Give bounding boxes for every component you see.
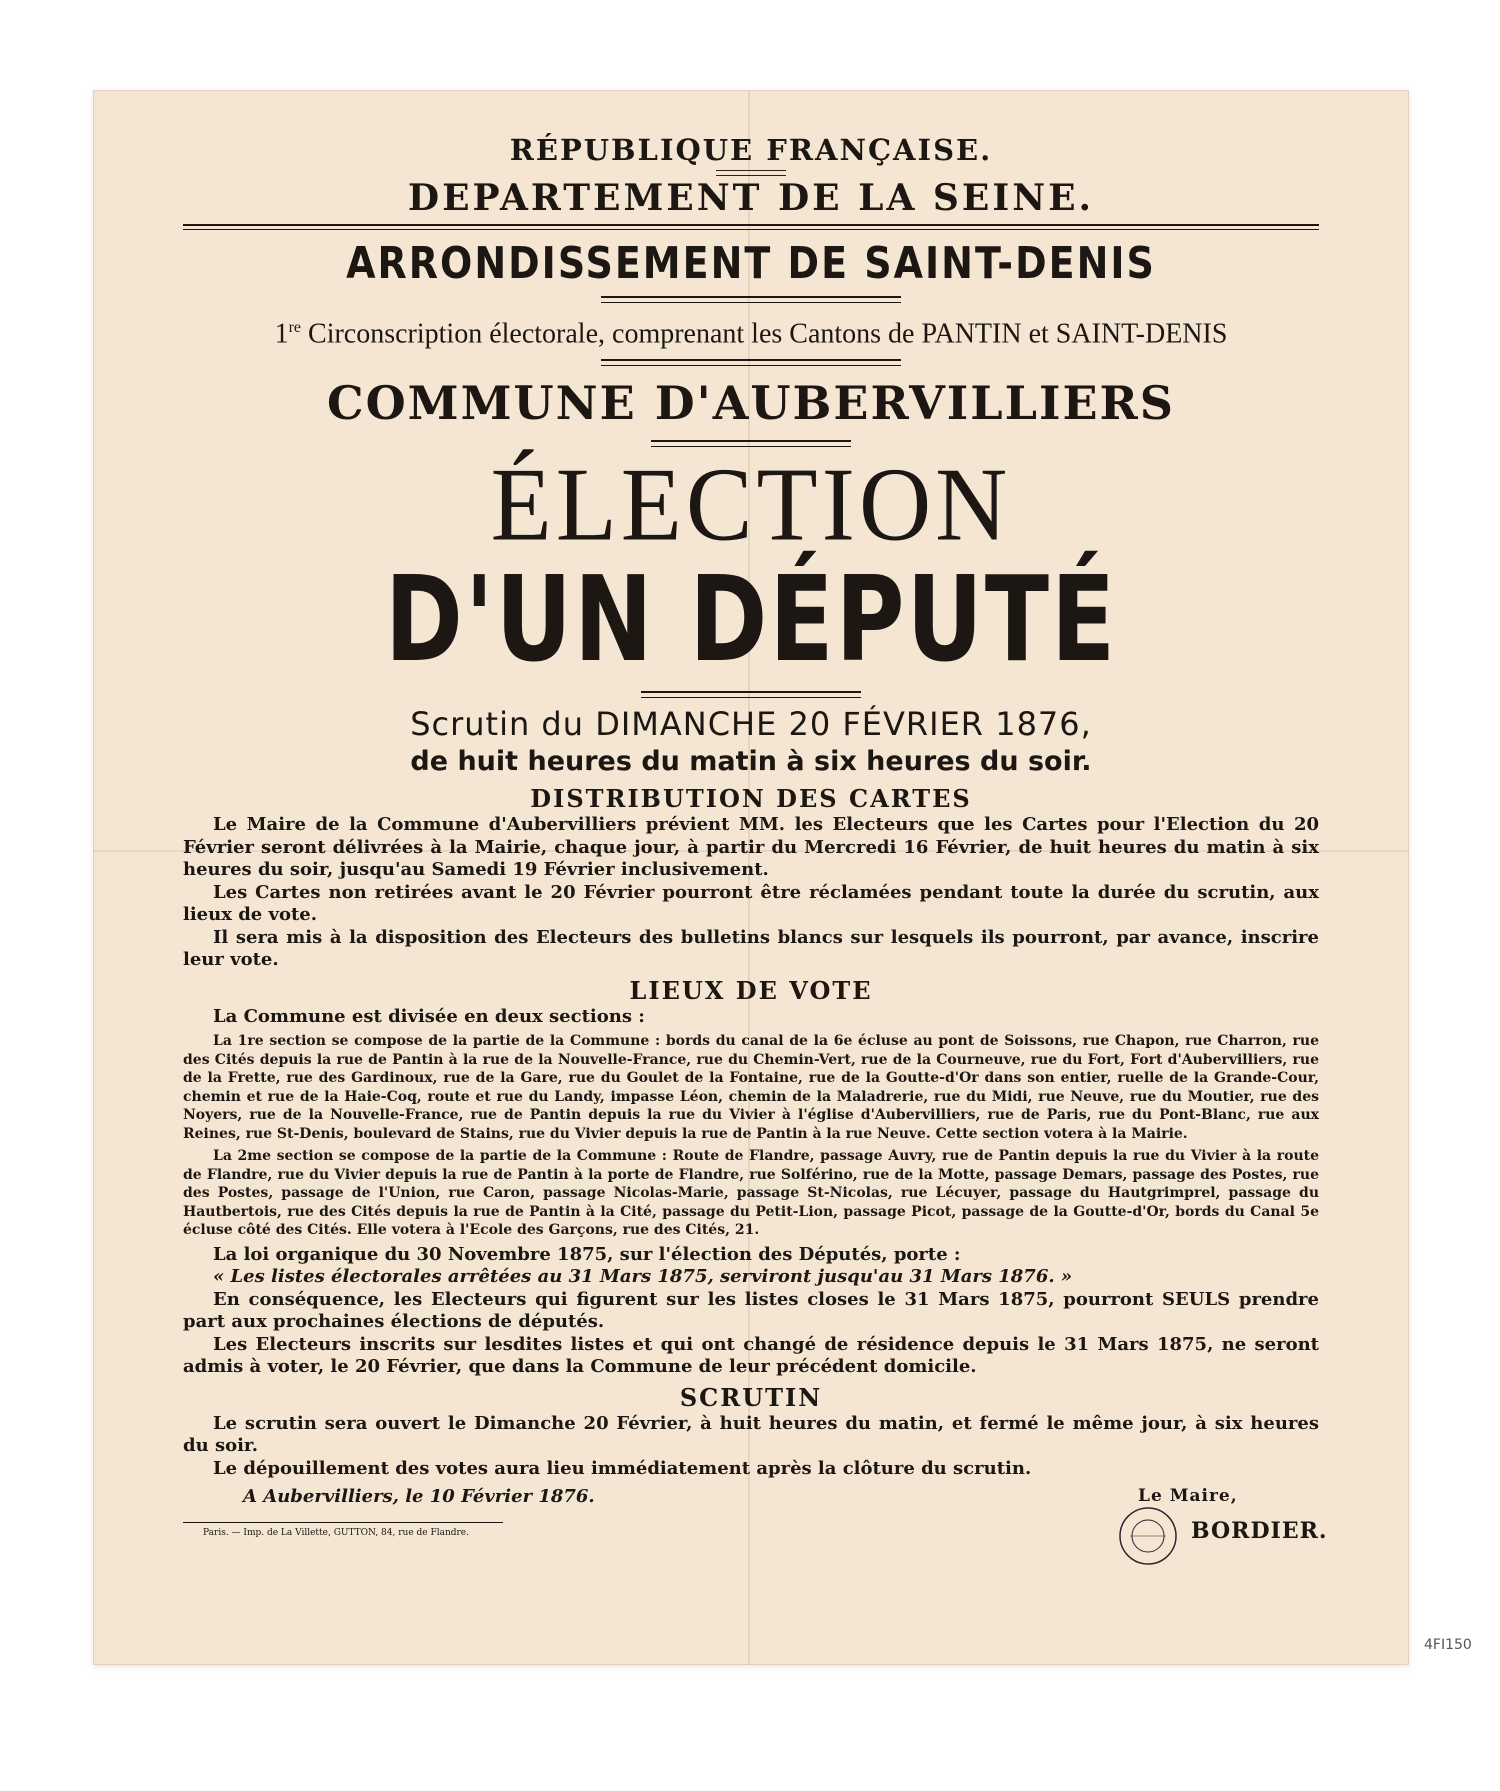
- scrutin-paragraph: Le dépouillement des votes aura lieu immédiatement après la clôture du scrutin.: [213, 1457, 1032, 1479]
- short-rule: [601, 359, 901, 366]
- loi-quote: « Les listes électorales arrêtées au 31 Mars 1875, serviront jusqu'au 31 Mars 1876. »: [213, 1266, 1073, 1288]
- distribution-heading: DISTRIBUTION DES CARTES: [530, 784, 972, 814]
- department-heading: DEPARTEMENT DE LA SEINE.: [407, 177, 1095, 219]
- scrutin-heading: SCRUTIN: [679, 1382, 823, 1412]
- maire-signature: BORDIER.: [1191, 1518, 1328, 1545]
- scrutin-date: Scrutin du DIMANCHE 20 FÉVRIER 1876,: [410, 705, 1092, 744]
- place-and-date: A Aubervilliers, le 10 Février 1876.: [243, 1486, 595, 1508]
- archive-shelfmark: 4FI150: [1424, 1637, 1472, 1653]
- depute-title: D'UN DÉPUTÉ: [384, 552, 1118, 689]
- imprint-rule: [183, 1522, 503, 1523]
- loi-paragraph: Les Electeurs inscrits sur lesdites listes et qui ont changé de résidence depuis le 31 Mars 1875, ne seront admis à voter, le 20 Février, que dans la Commune de leur précédent domicile.: [183, 1333, 1319, 1378]
- distribution-paragraph: Les Cartes non retirées avant le 20 Février pourront être réclamées pendant toute la durée du scrutin, aux lieux de vote.: [183, 881, 1319, 926]
- republic-heading: RÉPUBLIQUE FRANÇAISE.: [509, 133, 993, 167]
- circonscription-ordinal: re: [288, 319, 302, 336]
- section-one-paragraph: La 1re section se compose de la partie de la Commune : bords du canal de la 6e écluse au pont de Soissons, rue Chapon, rue Charron, rue des Cités depuis la rue de Pantin à la rue de la Nouvelle-France, rue du Chemin-Vert, rue de la Courneuve, rue du Fort, Fort d'Aubervilliers, rue de la Frette, rue des Gardinoux, rue de la Gare, rue du Goulet de la Fontaine, rue de la Goutte-d'Or dans son entier, ruelle de la Grande-Cour, chemin et rue de la Haie-Coq, route et rue du Landy, impasse Léon, chemin de la Maladrerie, rue du Midi, rue Neuve, rue du Moutier, rue des Noyers, rue de la Nouvelle-France, rue de Pantin depuis la rue du Vivier à l'église d'Aubervilliers, rue de Paris, rue du Pont-Blanc, rue aux Reines, rue St-Denis, boulevard de Stains, rue du Vivier depuis la rue de Pantin à la rue Neuve. Cette section votera à la Mairie.: [183, 1033, 1319, 1142]
- lieux-heading: LIEUX DE VOTE: [629, 975, 873, 1005]
- election-title: ÉLECTION: [490, 446, 1012, 564]
- poster-content: [183, 130, 1328, 1596]
- poster-sheet: [93, 90, 1409, 1665]
- printer-imprint: Paris. — Imp. de La Villette, GUTTON, 84, rue de Flandre.: [203, 1528, 469, 1539]
- double-rule: [183, 224, 1319, 230]
- short-rule: [601, 296, 901, 303]
- maire-label: Le Maire,: [1138, 1486, 1238, 1507]
- poster-footer: [183, 1486, 1328, 1596]
- arrondissement-heading: ARRONDISSEMENT DE SAINT-DENIS: [346, 237, 1156, 289]
- commune-heading: COMMUNE D'AUBERVILLIERS: [327, 376, 1175, 431]
- scrutin-hours: de huit heures du matin à six heures du soir.: [410, 746, 1092, 778]
- distribution-paragraph: Le Maire de la Commune d'Aubervilliers prévient MM. les Electeurs que les Cartes pour l'Election du 20 Février seront délivrées à la Mairie, chaque jour, à partir du Mercredi 16 Février, de huit heures du matin à six heures du soir, jusqu'au Samedi 19 Février inclusivement.: [183, 814, 1319, 881]
- circonscription-text: Circonscription électorale, comprenant les Cantons de PANTIN et SAINT-DENIS: [301, 318, 1228, 350]
- loi-paragraph: En conséquence, les Electeurs qui figurent sur les listes closes le 31 Mars 1875, pourront SEULS prendre part aux prochaines élections de députés.: [183, 1288, 1319, 1333]
- loi-paragraph: La loi organique du 30 Novembre 1875, sur l'élection des Députés, porte :: [213, 1243, 961, 1265]
- scrutin-paragraph: Le scrutin sera ouvert le Dimanche 20 Février, à huit heures du matin, et fermé le même jour, à six heures du soir.: [183, 1412, 1319, 1457]
- distribution-paragraph: Il sera mis à la disposition des Electeurs des bulletins blancs sur lesquels ils pourront, par avance, inscrire leur vote.: [183, 926, 1319, 971]
- circonscription-line: [183, 309, 1319, 353]
- archives-stamp-icon: [1118, 1506, 1178, 1566]
- circonscription-number: 1: [274, 318, 289, 350]
- section-two-paragraph: La 2me section se compose de la partie de la Commune : Route de Flandre, passage Auvry, rue de Pantin depuis la rue du Vivier à la route de Flandre, rue du Vivier depuis la rue de Pantin à la porte de Flandre, rue Solférino, rue de la Motte, passage Demars, passage des Postes, rue des Postes, passage de l'Union, rue Caron, passage Nicolas-Marie, passage St-Nicolas, rue Lécuyer, passage du Hautgrimprel, passage du Hautbertois, rue des Cités depuis la rue de Pantin à la Cité, passage du Petit-Lion, passage Picot, passage de la Goutte-d'Or, bords du Canal 5e écluse côté des Cités. Elle votera à l'Ecole des Garçons, rue des Cités, 21.: [183, 1148, 1319, 1239]
- lieux-intro: La Commune est divisée en deux sections :: [213, 1005, 645, 1027]
